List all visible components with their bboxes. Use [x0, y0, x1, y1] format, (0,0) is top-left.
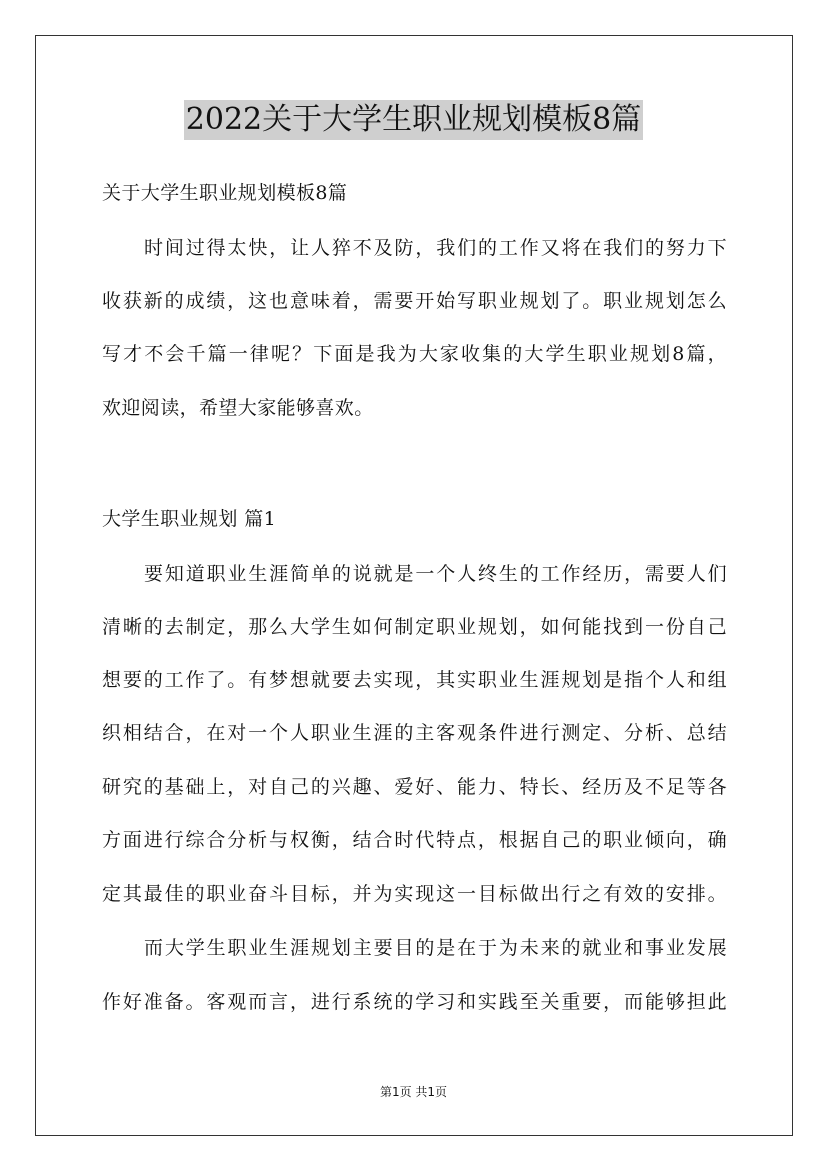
paragraph-line: 定其最佳的职业奋斗目标，并为实现这一目标做出行之有效的安排。 — [102, 883, 727, 905]
document-title: 2022关于大学生职业规划模板8篇 — [184, 100, 643, 140]
intro-line: 时间过得太快，让人猝不及防，我们的工作又将在我们的努力下 — [144, 237, 727, 259]
paragraph-line: 要知道职业生涯简单的说就是一个人终生的工作经历，需要人们 — [144, 563, 727, 585]
paragraph-line: 清晰的去制定，那么大学生如何制定职业规划，如何能找到一份自己 — [102, 616, 727, 638]
page-footer: 第1页 共1页 — [379, 1085, 448, 1099]
paragraph-line: 方面进行综合分析与权衡，结合时代特点，根据自己的职业倾向，确 — [102, 829, 727, 851]
paragraph-line: 而大学生职业生涯规划主要目的是在于为未来的就业和事业发展 — [144, 937, 727, 959]
paragraph-line: 织相结合，在对一个人职业生涯的主客观条件进行测定、分析、总结 — [102, 722, 727, 744]
title-container — [0, 100, 827, 140]
paragraph-line: 想要的工作了。有梦想就要去实现，其实职业生涯规划是指个人和组 — [102, 669, 727, 691]
paragraph-line: 作好准备。客观而言，进行系统的学习和实践至关重要，而能够担此 — [102, 991, 727, 1013]
paragraph-line: 研究的基础上，对自己的兴趣、爱好、能力、特长、经历及不足等各 — [102, 776, 727, 798]
intro-line: 收获新的成绩，这也意味着，需要开始写职业规划了。职业规划怎么 — [102, 290, 727, 312]
intro-line: 写才不会千篇一律呢？下面是我为大家收集的大学生职业规划8篇， — [102, 343, 727, 365]
intro-line: 欢迎阅读，希望大家能够喜欢。 — [102, 397, 374, 419]
document-subtitle: 关于大学生职业规划模板8篇 — [102, 182, 348, 204]
section-heading: 大学生职业规划 篇1 — [102, 508, 277, 530]
